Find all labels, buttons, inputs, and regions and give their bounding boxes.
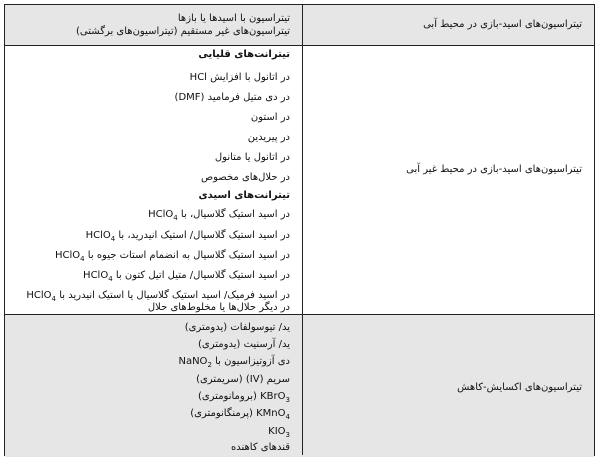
basic-item: در اتانول یا متانول — [214, 152, 290, 163]
redox-item: $KIO_3$ — [268, 426, 290, 439]
acidic-item: در اسید استیک گلاسیال، با HClO$_4$ — [148, 209, 290, 222]
basic-item: در استون — [250, 112, 290, 123]
basic-item: در دی متیل فرمامید (DMF) — [174, 92, 290, 103]
row-divider-2 — [5, 314, 594, 315]
redox-item: قندهای کاهنده — [231, 442, 290, 453]
basic-titrants-heading: تیترانت‌های قلیایی — [198, 49, 290, 60]
header-right-label: تیتراسیون‌های اسید-بازی در محیط آبی — [423, 19, 582, 30]
acidic-titrants-heading: تیترانت‌های اسیدی — [198, 190, 290, 201]
redox-item: سریم (IV) (سریمتری) — [196, 374, 290, 385]
acidic-item: در دیگر حلال‌ها یا مخلوط‌های حلال — [147, 302, 290, 313]
basic-item: در پیریدین — [247, 132, 290, 143]
basic-item: در اتانول با افزایش HCl — [189, 72, 290, 83]
header-left-line2: تیتراسیون‌های غیر مستقیم (تیتراسیون‌های برگشتی) — [76, 26, 290, 37]
header-left-line1: تیتراسیون با اسیدها یا بازها — [177, 13, 290, 24]
redox-item: دی آزوتیزاسیون با NaNO$_2$ — [178, 356, 290, 369]
redox-label: تیتراسیون‌های اکسایش-کاهش — [457, 382, 582, 393]
redox-item: ید/ تیوسولفات (یدومتری) — [184, 322, 290, 333]
acidic-item: در اسید فرمیک/ اسید استیک گلاسیال یا استیک انیدرید با HClO$_4$ — [26, 290, 290, 303]
acidic-item: در اسید استیک گلاسیال به انضمام استات جیوه با HClO$_4$ — [55, 250, 290, 263]
acidic-item: در اسید استیک گلاسیال/ متیل اتیل کتون با HClO$_4$ — [83, 270, 290, 283]
column-divider — [302, 5, 303, 455]
acidic-item: در اسید استیک گلاسیال/ استیک انیدرید، با HClO$_4$ — [85, 230, 290, 243]
basic-item: در حلال‌های مخصوص — [201, 172, 290, 183]
row-divider-1 — [5, 45, 594, 46]
redox-item: ید/ آرسنیت (یدومتری) — [198, 339, 290, 350]
redox-item: KMnO$_4$ (پرمنگانومتری) — [190, 408, 290, 421]
nonaqueous-label: تیتراسیون‌های اسید-بازی در محیط غیر آبی — [406, 164, 582, 175]
titration-table — [4, 4, 595, 456]
redox-item: KBrO$_3$ (برومانومتری) — [197, 391, 290, 404]
